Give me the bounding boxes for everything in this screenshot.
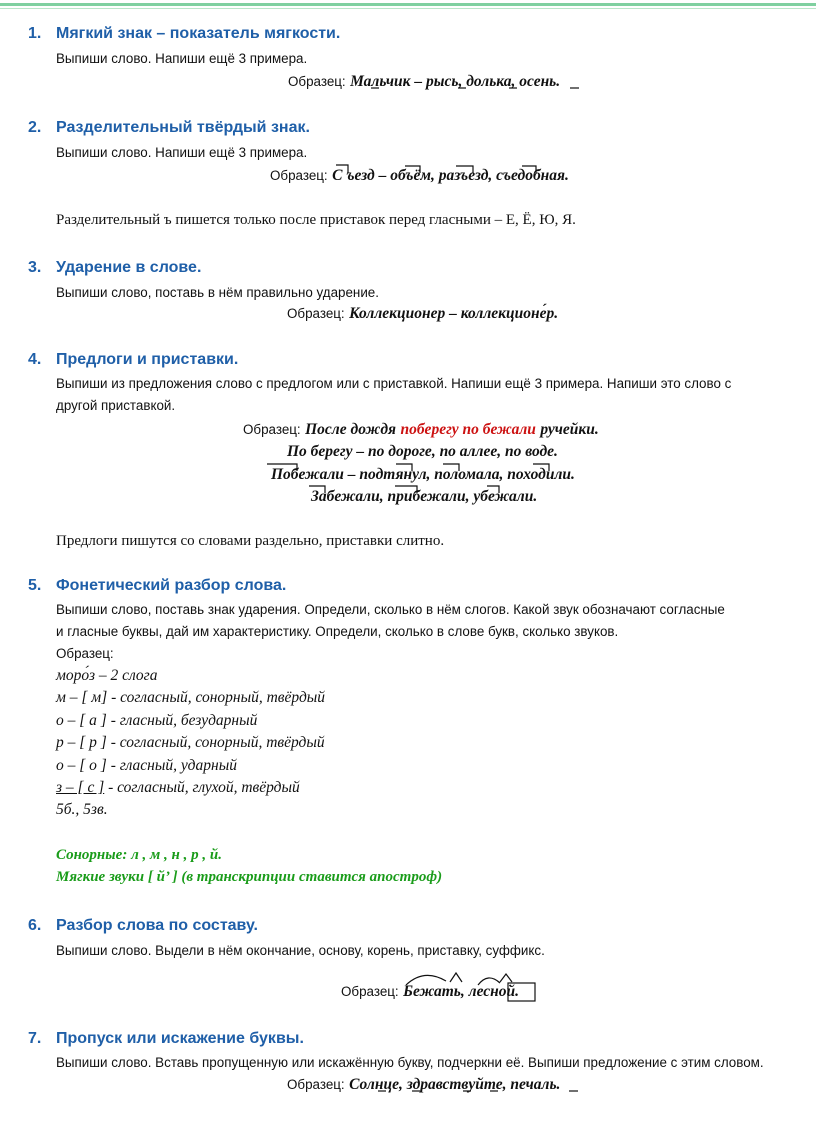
section-title: Ударение в слове. [56,259,202,276]
sample-text: Солнце, здравствуйте, печаль. [349,1076,561,1093]
section-number: 2. [28,119,42,136]
sample-text: Мальчик – рысь, долька, осень. [350,73,561,90]
ending-box [508,983,535,1001]
phonetic-line: о – [ о ] - гласный, ударный [56,757,237,774]
sample-text: Бежать, лесной. [403,983,520,1000]
root-arc [478,978,500,985]
prefix-mark [456,166,473,173]
section-number: 4. [28,351,42,368]
phonetic-line: р – [ р ] - согласный, сонорный, твёрдый [56,734,325,751]
sample-highlight: поберегу по бежали [400,421,536,438]
prefix-mark [396,464,412,471]
root-arc [406,975,446,985]
sample-label: Образец: [341,984,399,999]
soft-sounds-note: Мягкие звуки [ й’ ] (в транскрипции ставится апостроф) [56,869,443,885]
sample-label: Образец: [287,306,345,321]
section-2-rule: Разделительный ъ пишется только после приставок перед гласными – Е, Ё, Ю, Я. [56,212,576,228]
sample-label: Образец: [243,422,301,437]
section-title: Фонетический разбор слова. [56,577,287,594]
sample-text-end: ручейки. [540,421,599,438]
sonorant-note: Сонорные: л , м , н , р , й. [56,847,222,863]
prefix-mark [267,464,297,471]
phonetic-summary: 5б., 5зв. [56,801,108,818]
section-5-sample-label: Образец: [56,646,114,661]
sample-label: Образец: [288,74,346,89]
section-4-rule: Предлоги пишутся со словами раздельно, приставки слитно. [56,533,445,549]
section-title: Разделительный твёрдый знак. [56,119,310,136]
prefix-mark [533,464,549,471]
sample-label: Образец: [270,168,328,183]
phonetic-description: - согласный, глухой, твёрдый [104,779,300,796]
prefix-mark [443,464,459,471]
section-number: 7. [28,1030,42,1047]
suffix-mark [450,973,462,982]
section-title: Мягкий знак – показатель мягкости. [56,25,341,42]
phonetic-line: м – [ м] - согласный, сонорный, твёрдый [56,689,326,706]
sample-text: Коллекционер – коллекционе́р. [349,305,559,322]
section-number: 3. [28,259,42,276]
section-4-sample-line-2: По берегу – по дороге, по аллее, по воде. [287,443,558,460]
section-6-instruction: Выпиши слово. Выдели в нём окончание, основу, корень, приставку, суффикс. [56,943,545,958]
section-title: Пропуск или искажение буквы. [56,1030,304,1047]
underlined-letter: з – [ с ] [56,779,105,796]
section-title: Разбор слова по составу. [56,917,258,934]
suffix-mark [500,974,512,982]
sample-text: После дождя [305,421,396,438]
section-number: 6. [28,917,42,934]
prefix-mark [309,486,325,493]
sample-label: Образец: [287,1077,345,1092]
phonetic-line: моро́з – 2 слога [56,667,158,684]
phonetic-line: о – [ а ] - гласный, безударный [56,712,258,729]
section-4-sample-line-3: Побежали – подтянул, поломала, походили. [271,466,575,483]
section-number: 5. [28,577,42,594]
section-4-sample-line-4: Забежали, прибежали, убежали. [311,488,538,505]
section-number: 1. [28,25,42,42]
prefix-mark [405,166,420,173]
prefix-mark [487,486,499,493]
section-5-instruction-line-1: Выпиши слово, поставь знак ударения. Определи, сколько в нём слогов. Какой звук обозначают согласные [56,602,725,617]
section-4-instruction-line-1: Выпиши из предложения слово с предлогом или с приставкой. Напиши ещё 3 примера. Напиши это слово с [56,376,732,391]
section-1-instruction: Выпиши слово. Напиши ещё 3 примера. [56,51,308,66]
prefix-mark [395,486,417,493]
section-2-instruction: Выпиши слово. Напиши ещё 3 примера. [56,145,308,160]
sample-text: С ъезд – объём, разъезд, съедобная. [332,167,569,184]
section-title: Предлоги и приставки. [56,351,239,368]
prefix-mark [522,166,536,173]
section-3-instruction: Выпиши слово, поставь в нём правильно ударение. [56,285,379,300]
section-7-instruction: Выпиши слово. Вставь пропущенную или искажённую букву, подчеркни её. Выпиши предложение с этим словом. [56,1055,764,1070]
prefix-mark [336,165,348,173]
section-5-instruction-line-2: и гласные буквы, дай им характеристику. Определи, сколько в слове букв, сколько звуков. [56,624,619,639]
section-4-instruction-line-2: другой приставкой. [56,398,176,413]
